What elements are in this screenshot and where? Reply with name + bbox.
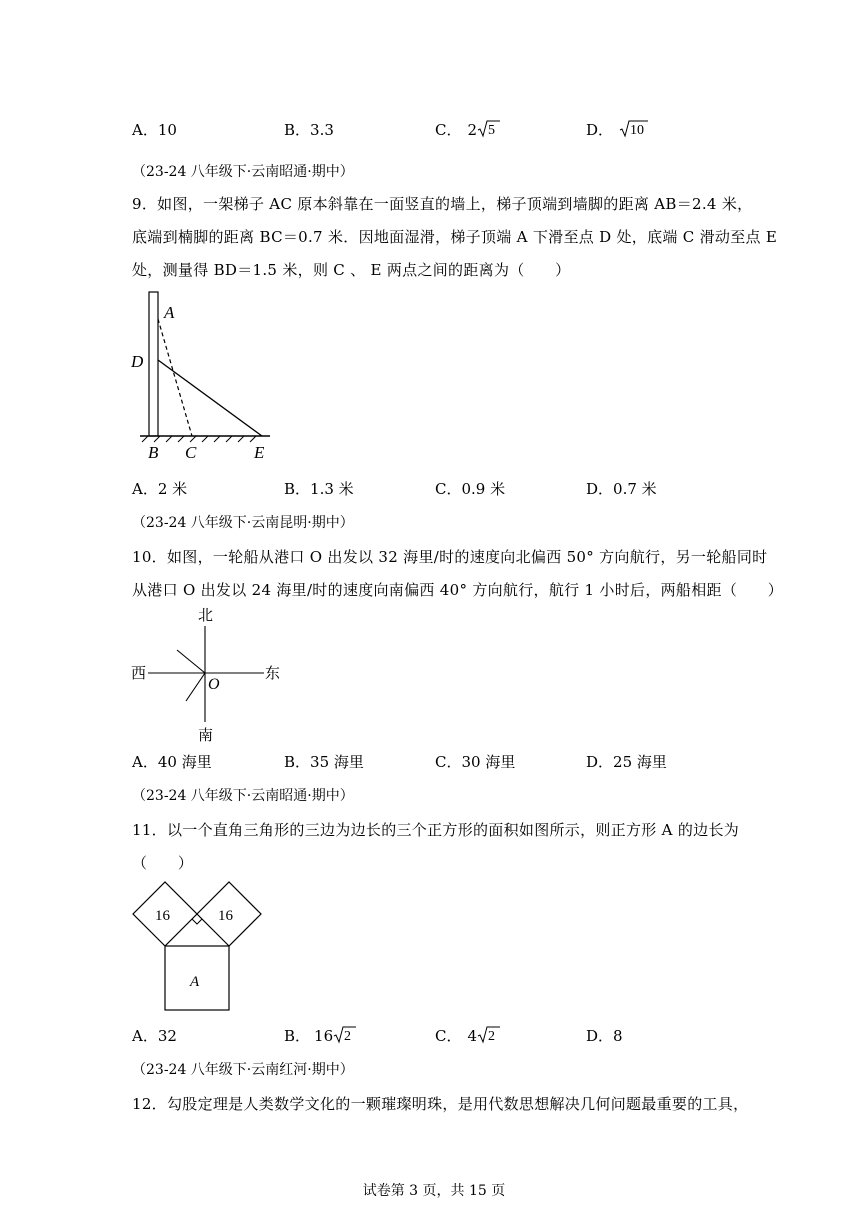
- q11-text-line2: （ ）: [132, 854, 194, 872]
- q10-compass-figure: [128, 604, 288, 744]
- option-text: 1.3 米: [310, 480, 354, 498]
- option-letter: C．: [435, 480, 462, 498]
- q9-text-line3: 处，测量得 BD＝1.5 米，则 C 、 E 两点之间的距离为（ ）: [132, 261, 571, 279]
- label-d: D: [131, 352, 144, 371]
- label-c: C: [185, 443, 197, 462]
- option-letter: D．: [586, 480, 614, 498]
- ground-hatch: [142, 436, 256, 442]
- sqrt-radical: [619, 119, 649, 143]
- right-angle-mark: [192, 919, 202, 924]
- q11-option-a: [132, 1025, 177, 1046]
- option-letter: B．: [284, 121, 311, 139]
- q9-text-line2: 底端到楠脚的距离 BC＝0.7 米．因地面湿滑，梯子顶端 A 下滑至点 D 处，底端 C 滑动至点 E: [132, 228, 778, 246]
- q9-text-line1: 9．如图，一架梯子 AC 原本斜靠在一面竖直的墙上，梯子顶端到墙脚的距离 AB＝2.4 米，: [132, 195, 753, 213]
- label-e: E: [254, 443, 265, 462]
- q11-option-d: [586, 1025, 623, 1046]
- label-a: A: [164, 303, 175, 322]
- option-text: 30 海里: [461, 753, 516, 771]
- label-north: 北: [198, 608, 214, 624]
- label-b: B: [148, 443, 159, 462]
- option-letter: C．: [435, 753, 462, 771]
- q9-source: （23-24 八年级下·云南昭通·期中）: [132, 164, 354, 180]
- option-text: 3.3: [310, 121, 334, 139]
- ladder-ac: [158, 319, 192, 436]
- q10-option-c: [435, 751, 515, 772]
- option-letter: B．: [284, 753, 311, 771]
- option-text: 2 米: [157, 480, 188, 498]
- q12-text-line1: 12．勾股定理是人类数学文化的一颗璀璨明珠，是用代数思想解决几何问题最重要的工具，: [132, 1095, 749, 1113]
- option-letter: A．: [132, 753, 158, 771]
- option-letter: C．: [435, 121, 462, 139]
- label-left-area: 16: [155, 908, 170, 924]
- northwest-ray: [177, 650, 205, 673]
- option-text: 0.9 米: [461, 480, 506, 498]
- q9-option-a: [132, 478, 187, 499]
- option-text: 25 海里: [613, 753, 667, 771]
- option-letter: A．: [132, 121, 158, 139]
- label-o: O: [208, 676, 220, 693]
- q10-option-d: [586, 751, 667, 772]
- q10-option-a: [132, 751, 212, 772]
- q10-option-b: [284, 751, 364, 772]
- q9-option-d: [586, 478, 657, 499]
- option-text: 0.7 米: [613, 480, 657, 498]
- option-text: 10: [157, 121, 177, 139]
- option-text: 32: [157, 1027, 177, 1045]
- q9-option-b: [284, 478, 354, 499]
- label-west: 西: [131, 666, 147, 682]
- option-text: 8: [613, 1027, 623, 1045]
- q10-source: （23-24 八年级下·云南昆明·期中）: [132, 515, 354, 531]
- radicand: 2: [344, 1029, 352, 1044]
- q8-option-d: [586, 119, 649, 143]
- sqrt-radical: [477, 1025, 501, 1049]
- q11-squares-figure: [128, 876, 268, 1016]
- option-coef: 4: [467, 1027, 478, 1045]
- q11-option-b: [284, 1025, 357, 1049]
- option-letter: B．: [284, 1027, 311, 1045]
- wall: [149, 292, 158, 436]
- option-letter: D．: [586, 1027, 614, 1045]
- option-text: 35 海里: [310, 753, 364, 771]
- q10-text-line2: 从港口 O 出发以 24 海里/时的速度向南偏西 40° 方向航行，航行 1 小时后，两船相距（ ）: [132, 581, 784, 599]
- label-east: 东: [265, 666, 281, 682]
- q11-option-c: [435, 1025, 501, 1049]
- southwest-ray: [186, 673, 205, 701]
- option-text: 40 海里: [157, 753, 212, 771]
- q11-source: （23-24 八年级下·云南昭通·期中）: [132, 788, 354, 804]
- label-right-area: 16: [218, 908, 233, 924]
- page-footer: 试卷第 3 页，共 15 页: [362, 1183, 506, 1199]
- option-letter: D．: [586, 753, 614, 771]
- sqrt-radical: [333, 1025, 357, 1049]
- radicand: 2: [488, 1029, 496, 1044]
- sqrt-radical: [477, 119, 501, 143]
- q9-ladder-figure: [128, 286, 278, 466]
- radicand: 5: [488, 123, 496, 138]
- option-letter: A．: [132, 1027, 158, 1045]
- q9-option-c: [435, 478, 505, 499]
- q12-source: （23-24 八年级下·云南红河·期中）: [132, 1062, 354, 1078]
- q8-option-b: [284, 119, 334, 140]
- q8-option-c: [435, 119, 501, 143]
- radicand: 10: [630, 123, 645, 138]
- q10-text-line1: 10．如图，一轮船从港口 O 出发以 32 海里/时的速度向北偏西 50° 方向航行，另一轮船同时: [132, 548, 768, 566]
- option-coef: 2: [467, 121, 478, 139]
- label-south: 南: [198, 728, 214, 744]
- option-letter: A．: [132, 480, 158, 498]
- option-letter: B．: [284, 480, 311, 498]
- option-coef: 16: [314, 1027, 334, 1045]
- label-square-a: A: [190, 974, 200, 990]
- ladder-de: [158, 360, 262, 436]
- q8-option-a: [132, 119, 177, 140]
- option-letter: D．: [586, 121, 614, 139]
- option-letter: C．: [435, 1027, 462, 1045]
- q11-text-line1: 11．以一个直角三角形的三边为边长的三个正方形的面积如图所示，则正方形 A 的边长为: [132, 821, 740, 839]
